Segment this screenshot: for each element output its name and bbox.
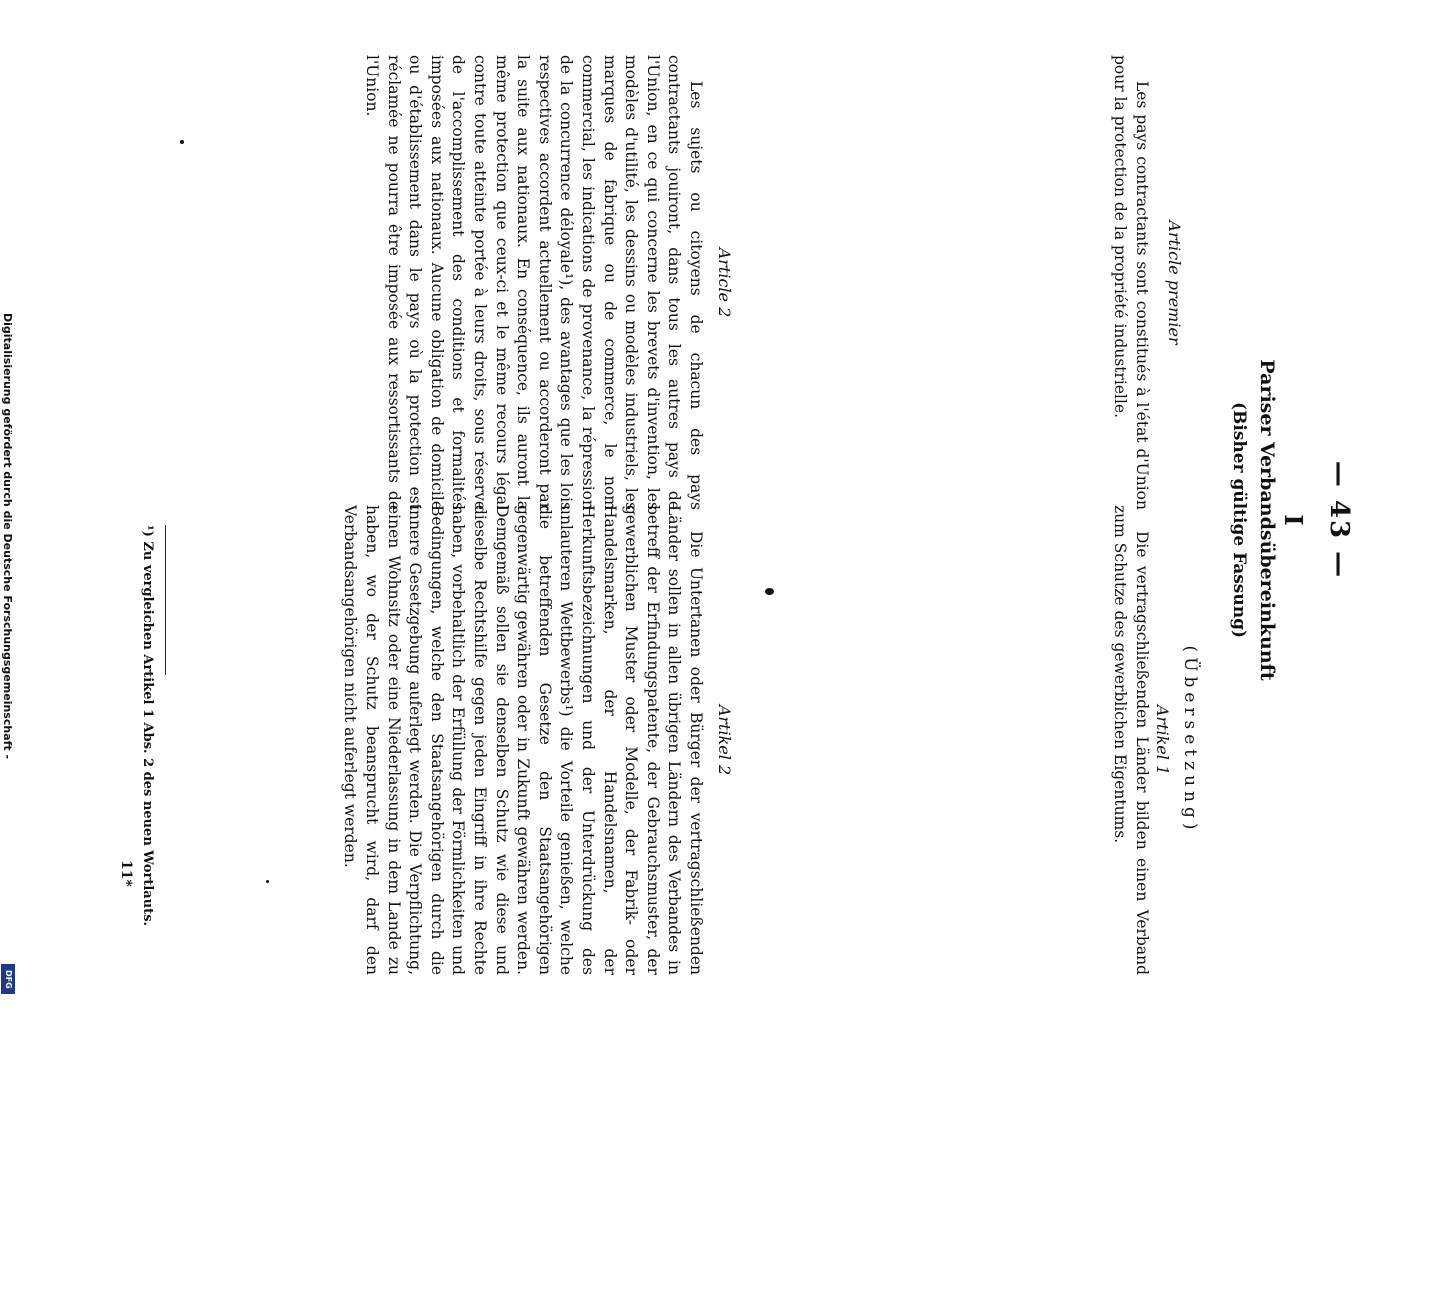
document-subtitle: (Bisher gültige Fassung) xyxy=(1229,401,1249,639)
german-article1-text: Die vertragschließenden Länder bilden einen Verband zum Schutze des gewerblichen Eigentums. xyxy=(1111,505,1151,975)
scan-speck xyxy=(765,588,774,595)
document-title: Pariser Verbandsübereinkunft xyxy=(1256,359,1278,681)
section-numeral: I xyxy=(1279,514,1308,526)
german-article1-heading: Artikel 1 xyxy=(1153,704,1172,776)
footnote: ¹) Zu vergleichen Artikel 1 Abs. 2 des neuen Wortlauts. xyxy=(140,525,155,927)
digitization-notice: Digitalisierung gefördert durch die Deutsche Forschungsgemeinschaft - xyxy=(1,313,14,760)
french-article2-text: Les sujets ou citoyens de chacun des pays contractants jouiront, dans tous les autres pays de l'Union, en ce qui concerne les brevets d'invention, les modèles d'utilité, les dessins ou modèles industriels, les marques de fabrique ou de commerce, le nom commercial, les indications de provenance, la répression de la concurrence déloyale¹), des avantages que les lois respectives accordent actuellement ou accorderont par la suite aux nationaux. En conséquence, ils auront la même protection que ceux-ci et le même recours légal contre toute atteinte portée à leurs droits, sous réserve de l'accomplissement des conditions et formalités imposées aux nationaux. Aucune obligation de domicile ou d'établissement dans le pays où la protection est réclamée ne pourra être imposée aux ressortissants de l'Union. xyxy=(363,55,705,510)
page-number: — 43 — xyxy=(1324,460,1354,580)
dfg-logo: DFG xyxy=(1,964,15,994)
french-article2-heading: Article 2 xyxy=(715,247,734,318)
scan-speck xyxy=(180,140,184,144)
german-article2-text: Die Untertanen oder Bürger der vertragschließenden Länder sollen in allen übrigen Ländern des Verbandes in betreff der Erfindungspatente, der Gebrauchsmuster, der gewerblichen Muster oder Modelle, der Fabrik- oder Handelsmarken, der Handelsnamen, der Herkunftsbezeichnungen und der Unterdrückung des unlauteren Wettbewerbs¹) die Vorteile genießen, welche die betreffenden Gesetze den Staatsangehörigen gegenwärtig gewähren oder in Zukunft gewähren werden. Demgemäß sollen sie denselben Schutz wie diese und dieselbe Rechtshilfe gegen jeden Eingriff in ihre Rechte haben, vorbehaltlich der Erfüllung der Förmlichkeiten und Bedingungen, welche den Staatsangehörigen durch die innere Gesetzgebung auferlegt werden. Die Verpflichtung, einen Wohnsitz oder eine Niederlassung in dem Lande zu haben, wo der Schutz beansprucht wird, darf den Verbandsangehörigen nicht auferlegt werden. xyxy=(341,505,705,975)
german-article2-heading: Artikel 2 xyxy=(715,704,734,776)
french-article1-heading: Article premier xyxy=(1165,220,1184,345)
scan-speck xyxy=(266,880,269,883)
translation-label: (Übersetzung) xyxy=(1180,645,1200,835)
french-article1-text: Les pays contractants sont constitués à l'état d'Union pour la protection de la propriété industrielle. xyxy=(1111,55,1151,510)
signature-mark: 11* xyxy=(118,860,134,887)
footnote-divider xyxy=(165,525,166,675)
